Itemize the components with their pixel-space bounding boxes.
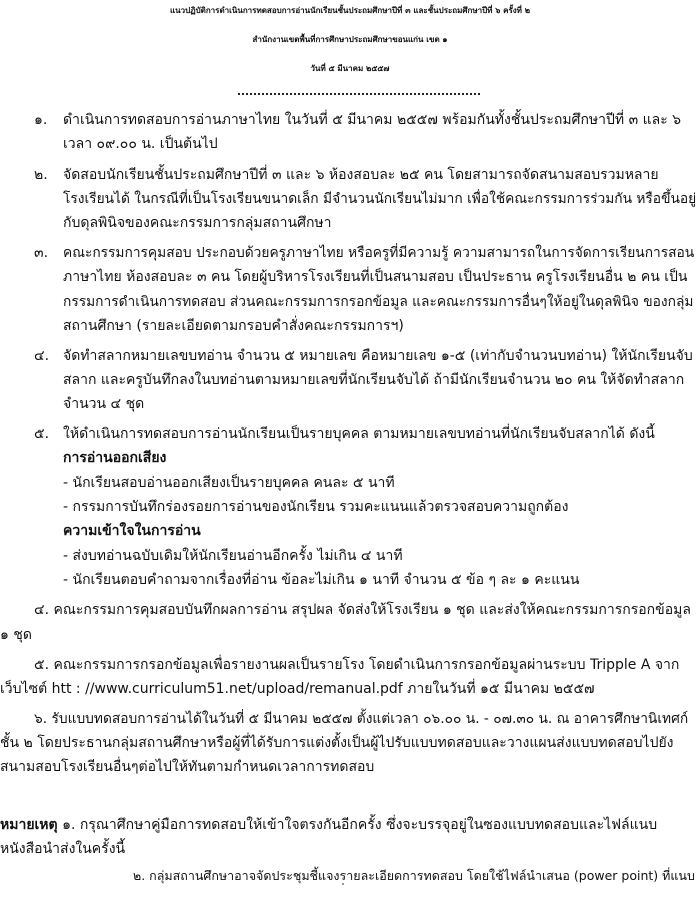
item-line: คณะกรรมการคุมสอบ ประกอบด้วยครูภาษาไทย หรือครูที่มีความรู้ ความสามารถในการจัดการเรียนการสอน xyxy=(63,245,695,261)
note-line: หนังสือนำส่งในครั้งนี้ xyxy=(0,841,126,857)
item-line: ดำเนินการทดสอบการอ่านภาษาไทย ในวันที่ ๕ มีนาคม ๒๕๕๗ พร้อมกันทั้งชั้นประถมศึกษาปีที่ ๓ และ ๖ xyxy=(63,112,682,128)
subheading-comprehension: ความเข้าใจในการอ่าน xyxy=(63,523,201,539)
item-number: ๕. xyxy=(34,426,50,442)
note-label: หมายเหตุ xyxy=(0,817,58,833)
paragraph-line: สนามสอบโรงเรียนอื่นๆต่อไปให้ทันตามกำหนดเวลาการทดสอบ xyxy=(0,759,375,775)
item-line: เวลา ๐๙.๐๐ น. เป็นต้นไป xyxy=(63,136,218,152)
item-line: สถานศึกษา (รายละเอียดตามกรอบคำสั่งคณะกรรมการฯ) xyxy=(63,318,404,334)
item-line: โรงเรียนได้ ในกรณีที่เป็นโรงเรียนขนาดเล็ก มีจำนวนนักเรียนไม่มาก เพื่อใช้คณะกรรมการร่วมกัน หรือขึ้นอยู่ xyxy=(63,191,697,207)
paragraph-line: ชั้น ๒ โดยประธานกลุ่มสถานศึกษาหรือผู้ที่ได้รับการแต่งตั้งเป็นผู้ไปรับแบบทดสอบและวางแผนส่งแบบทดสอบไปยัง xyxy=(0,735,674,751)
document-subtitle: สำนักงานเขตพื้นที่การศึกษาประถมศึกษาขอนแก่น เขต ๑ xyxy=(252,35,448,44)
note-line xyxy=(0,815,657,835)
item-line: จัดสอบนักเรียนชั้นประถมศึกษาปีที่ ๓ และ ๖ ห้องสอบละ ๒๕ คน โดยสามารถจัดสนามสอบรวมหลาย xyxy=(63,167,659,183)
paragraph-line: ๑ ชุด xyxy=(0,627,32,643)
subheading-oral-reading: การอ่านออกเสียง xyxy=(63,450,167,466)
paragraph-line: ๖. รับแบบทดสอบการอ่านได้ในวันที่ ๕ มีนาคม ๒๕๕๗ ตั้งแต่เวลา ๐๖.๐๐ น. - ๐๗.๓๐ น. ณ อาคารศึกษานิเทศก์ xyxy=(34,711,689,727)
paragraph-line: เว็บไซต์ htt : //www.curriculum51.net/upload/remanual.pdf ภายในวันที่ ๑๕ มีนาคม ๒๕๕๗ xyxy=(0,681,595,697)
document-title: แนวปฏิบัติการดำเนินการทดสอบการอ่านนักเรียนชั้นประถมศึกษาปีที่ ๓ และชั้นประถมศึกษาปีที่ ๖ ครั้งที่ ๒ xyxy=(170,6,530,15)
bullet-item: - นักเรียนสอบอ่านออกเสียงเป็นรายบุคคล คนละ ๕ นาที xyxy=(63,475,395,491)
item-line: ภาษาไทย ห้องสอบละ ๓ คน โดยผู้บริหารโรงเรียนที่เป็นสนามสอบ เป็นประธาน ครูโรงเรียนอื่น ๒ คน เป็น xyxy=(63,269,688,285)
paragraph-line: ๕. คณะกรรมการกรอกข้อมูลเพื่อรายงานผลเป็นรายโรง โดยดำเนินการกรอกข้อมูลผ่านระบบ Tripple A จาก xyxy=(34,657,680,673)
note-text: ๑. กรุณาศึกษาคู่มือการทดสอบให้เข้าใจตรงกันอีกครั้ง ซึ่งจะบรรจุอยู่ในซองแบบทดสอบและไฟล์แนบ xyxy=(57,817,658,833)
item-number: ๓. xyxy=(34,245,49,261)
item-number: ๑. xyxy=(34,112,48,128)
item-line: ให้ดำเนินการทดสอบการอ่านนักเรียนเป็นรายบุคคล ตามหมายเลขบทอ่านที่นักเรียนจับสลากได้ ดังนี้ xyxy=(63,426,655,442)
bullet-item: - นักเรียนตอบคำถามจากเรื่องที่อ่าน ข้อละไม่เกิน ๑ นาที จำนวน ๕ ข้อ ๆ ละ ๑ คะแนน xyxy=(63,572,580,588)
item-line: กรรมการดำเนินการทดสอบ ส่วนคณะกรรมการกรอกข้อมูล และคณะกรรมการอื่นๆให้อยู่ในดุลพินิจ ของกลุ่ม xyxy=(63,294,694,310)
note-line: ๒. กลุ่มสถานศึกษาอาจจัดประชุมชี้แจงรายละเอียดการทดสอบ โดยใช้ไฟล์นำเสนอ (power point) ที่แนบ xyxy=(133,868,695,883)
item-number: ๒. xyxy=(34,167,48,183)
paragraph-line: ๔. คณะกรรมการคุมสอบบันทึกผลการอ่าน สรุปผล จัดส่งให้โรงเรียน ๑ ชุด และส่งให้คณะกรรมการกรอกข้อมูล xyxy=(34,602,691,618)
bullet-item: - ส่งบทอ่านฉบับเดิมให้นักเรียนอ่านอีกครั้ง ไม่เกิน ๔ นาที xyxy=(63,548,403,564)
item-line: จัดทำสลากหมายเลขบทอ่าน จำนวน ๕ หมายเลข คือหมายเลข ๑-๕ (เท่ากับจำนวนบทอ่าน) ให้นักเรียนจับ xyxy=(63,348,693,364)
document-date: วันที่ ๕ มีนาคม ๒๕๕๗ xyxy=(310,64,390,73)
bullet-item: - กรรมการบันทึกร่องรอยการอ่านของนักเรียน รวมคะแนนแล้วตรวจสอบความถูกต้อง xyxy=(63,499,569,515)
item-line: จำนวน ๔ ชุด xyxy=(63,396,145,412)
item-number: ๔. xyxy=(34,348,50,364)
item-line: กับดุลพินิจของคณะกรรมการกลุ่มสถานศึกษา xyxy=(63,215,332,231)
page-mark xyxy=(342,883,344,885)
dotted-divider xyxy=(238,93,480,95)
item-line: สลาก และครูบันทึกลงในบทอ่านตามหมายเลขที่นักเรียนจับได้ ถ้ามีนักเรียนจำนวน ๒๐ คน ให้จัดทำสลาก xyxy=(63,372,685,388)
